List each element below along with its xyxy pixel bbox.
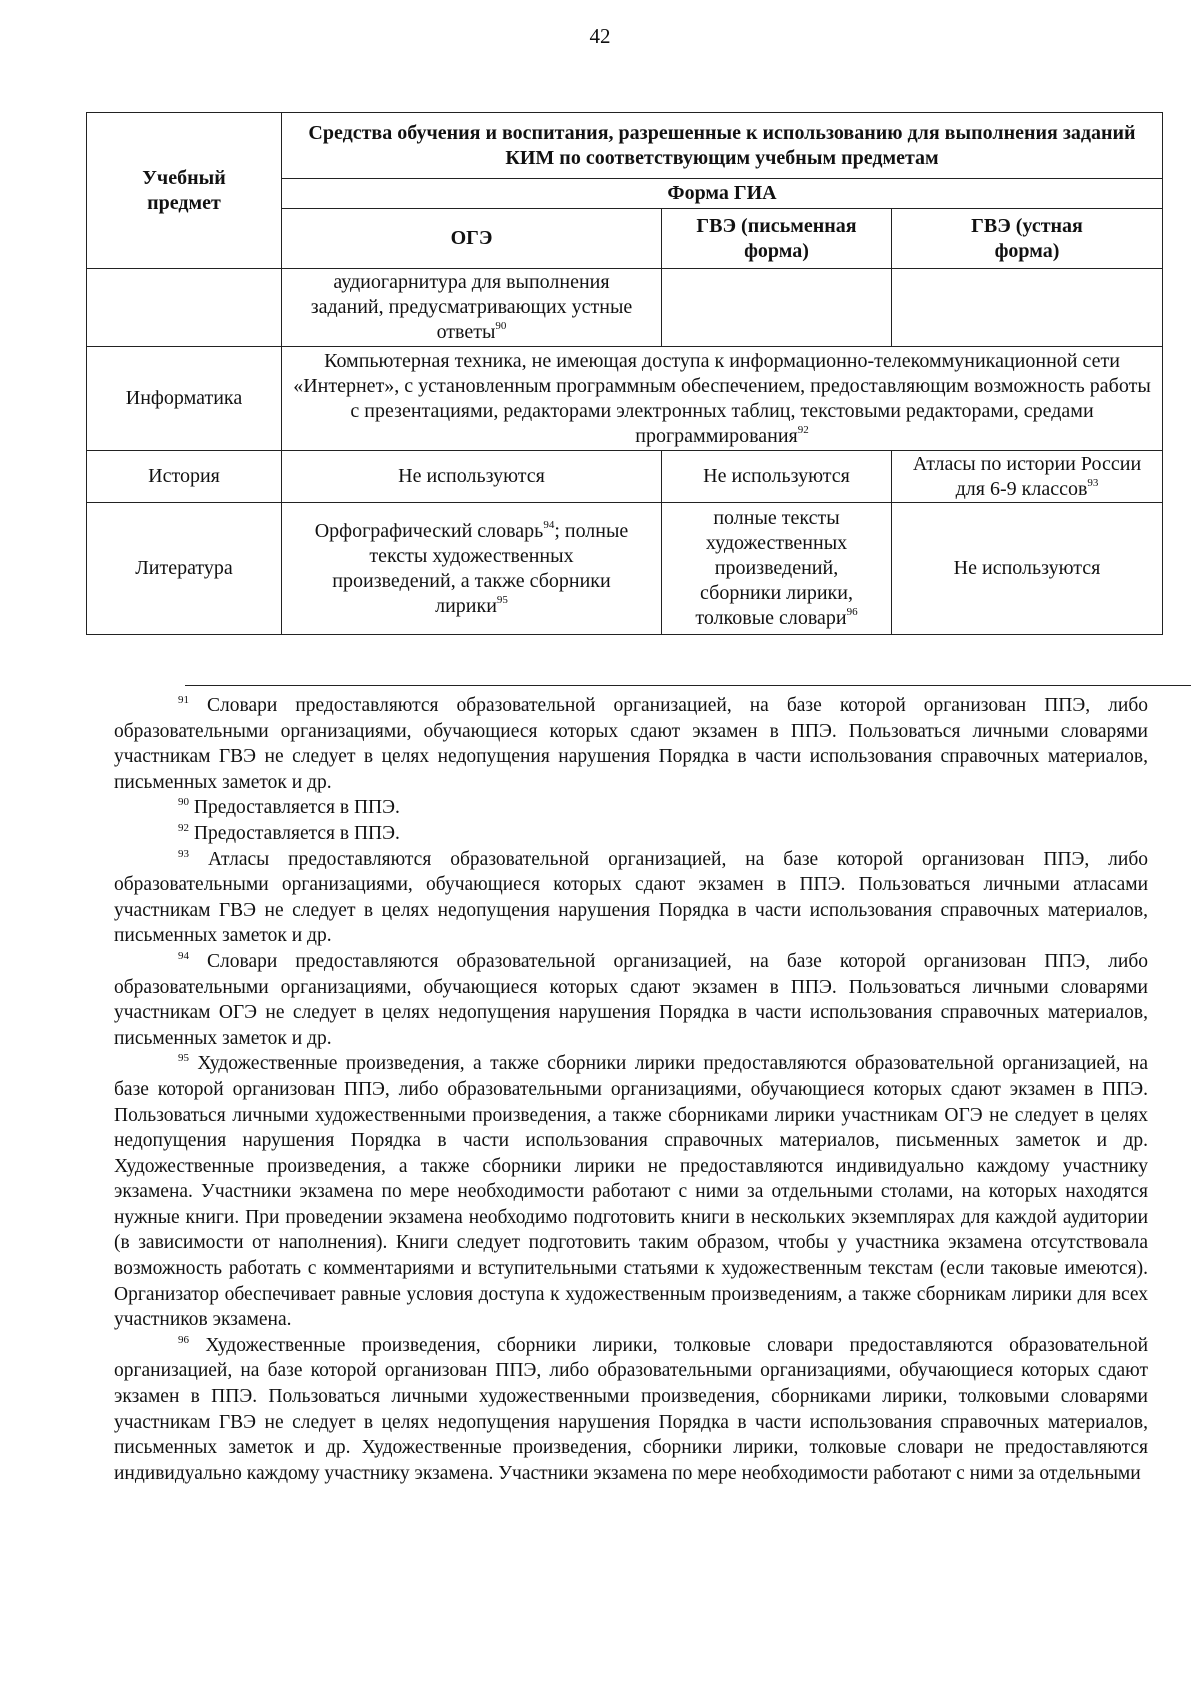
footnote-number: 92 [178,821,189,834]
footnote-text: Художественные произведения, а также сборники лирики предоставляются образовательной организацией, на базе которой организован ППЭ, либо образовательными организациями, обучающиеся которых сдают экзамен в ППЭ. Пользоваться личными художественными произведения, а также сборниками лирики участникам ОГЭ не следует в целях недопущения нарушения Порядка в части использования справочных материалов, письменных заметок и др. Художественные произведения, а также сборники лирики не предоставляются индивидуально каждому участнику экзамена. Участники экзамена по мере необходимости работают с ними за отдельными столами, на которых находятся нужные книги. При проведении экзамена необходимо подготовить книги в нескольких экземплярах для каждой аудитории (в зависимости от наполнения). Книги следует подготовить таким образом, чтобы у участника экзамена отсутствовала возможность работать с комментариями и вступительными статьями к художественным текстам (если таковые имеются). Организатор обеспечивает равные условия доступа к художественным произведениям, а также сборникам лирики для всех участников экзамена. [114,1053,1149,1331]
oge-cell-text: ; полные тексты художественных произведений, а также сборники лирики [332,519,629,617]
footnote-text: Словари предоставляются образовательной организацией, на базе которой организован ППЭ, либо образовательными организациями, обучающиеся которых сдают экзамен в ППЭ. Пользоваться личными словарями участникам ОГЭ не следует в целях недопущения нарушения Порядка в части использования справочных материалов, письменных заметок и др. [114,950,1148,1049]
table-row [87,347,1163,451]
gve-oral-cell [892,269,1163,347]
footnotes [114,693,1148,1486]
footnote-text: Словари предоставляются образовательной организацией, на базе которой организован ППЭ, либо образовательными организациями, обучающиеся которых сдают экзамен в ППЭ. Пользоваться личными словарями участникам ГВЭ не следует в целях недопущения нарушения Порядка в части использования справочных материалов, письменных заметок и др. [114,695,1148,793]
merged-cell [282,347,1163,451]
footnote [114,1051,1148,1333]
table-row [87,451,1163,503]
footnote-number: 91 [178,694,189,706]
footnote-text: Предоставляется в ППЭ. [193,797,400,819]
footnote-text: Предоставляется в ППЭ. [193,822,400,844]
subject-cell: Литература [87,503,282,635]
oge-cell-text: аудиогарнитура для выполнения заданий, предусматривающих устные ответы [310,271,633,343]
footnote [114,821,1148,847]
footnote-text: Художественные произведения, сборники лирики, толковые словари предоставляются образовательной организацией, на базе которой организован ППЭ, либо образовательными организациями, обучающиеся которых сдают экзамен в ППЭ. Пользоваться личными художественными произведения, сборниками лирики, толковыми словарями участникам ГВЭ не следует в целях недопущения нарушения Порядка в части использования справочных материалов, письменных заметок и др. Художественные произведения, сборники лирики, толковые словари не предоставляются индивидуально каждому участнику экзамена. Участники экзамена по мере необходимости работают с ними за отдельными [114,1334,1149,1484]
footnote-ref: 95 [496,593,508,606]
form-header: Форма ГИА [282,179,1163,209]
footnote [114,795,1148,821]
footnote-number: 95 [178,1052,189,1065]
footnote [114,1333,1148,1487]
footnote [114,949,1148,1051]
footnote [114,847,1148,949]
footnote-ref: 94 [543,518,555,531]
footnote-number: 93 [178,847,189,860]
oge-cell-text: Орфографический словарь [314,519,544,542]
oge-header: ОГЭ [282,209,662,269]
page-number: 42 [589,24,611,48]
exam-aids-table [86,112,1163,635]
merged-cell-text: Компьютерная техника, не имеющая доступа к информационно-телекоммуникационной сети «Интернет», с установленным программным обеспечением, предоставляющим возможность работы с презентациями, редакторами электронных таблиц, текстовыми редакторами, средами программирования [293,349,1151,447]
gve-oral-cell: Не используются [892,503,1163,635]
means-header: Средства обучения и воспитания, разрешенные к использованию для выполнения заданий КИМ по соответствующим учебным предметам [282,113,1163,179]
subject-cell [87,269,282,347]
subject-cell: История [87,451,282,503]
footnote-number: 96 [178,1333,189,1346]
gve-oral-cell [892,451,1163,503]
gve-written-header: ГВЭ (письменная форма) [662,209,892,269]
footnote-ref: 92 [797,423,809,436]
footnote-text: Атласы предоставляются образовательной организацией, на базе которой организован ППЭ, либо образовательными организациями, обучающиеся которых сдают экзамен в ППЭ. Пользоваться личными атласами участникам ГВЭ не следует в целях недопущения нарушения Порядка в части использования справочных материалов, письменных заметок и др. [114,848,1148,947]
footnote [114,693,1148,795]
table-row [87,269,1163,347]
oge-cell [282,269,662,347]
gve-oral-cell-text: Атласы по истории России для 6-9 классов [912,452,1142,500]
footnote-ref: 90 [495,320,507,332]
gve-written-cell [662,503,892,635]
oge-cell: Не используются [282,451,662,503]
oge-cell [282,503,662,635]
table-row [87,503,1163,635]
gve-written-cell [662,269,892,347]
gve-oral-header: ГВЭ (устная форма) [892,209,1163,269]
footnote-number: 94 [178,949,189,962]
subject-header: Учебный предмет [87,113,282,269]
gve-written-cell-text: полные тексты художественных произведений, сборники лирики, толковые словари [695,507,853,629]
footnote-separator [185,685,1191,686]
footnote-number: 90 [178,796,189,809]
gve-written-cell: Не используются [662,451,892,503]
footnote-ref: 93 [1087,476,1099,489]
subject-cell: Информатика [87,347,282,451]
footnote-ref: 96 [846,606,858,618]
